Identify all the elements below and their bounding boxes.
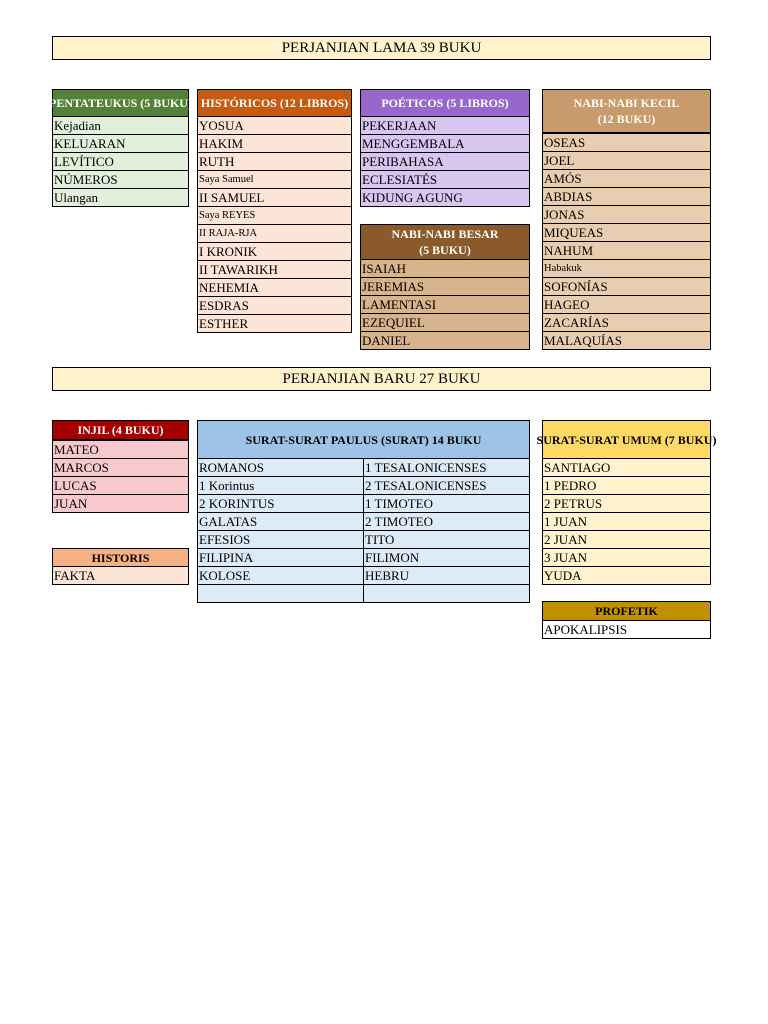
nabi-besar-subtitle: (5 BUKU) xyxy=(419,243,471,257)
list-item: GALATAS xyxy=(198,512,363,530)
list-item: YOSUA xyxy=(198,116,351,134)
list-item: Habakuk xyxy=(543,259,710,277)
list-item: FAKTA xyxy=(53,566,188,584)
list-item: ZACARÍAS xyxy=(543,313,710,331)
nt-banner xyxy=(52,367,711,391)
list-item: FILIPINA xyxy=(198,548,363,566)
nabi-besar-list xyxy=(360,259,530,350)
pentateukus-header xyxy=(49,89,192,117)
list-item: ABDIAS xyxy=(543,187,710,205)
nabi-kecil-header xyxy=(542,89,711,133)
list-item: 1 TIMOTEO xyxy=(364,494,529,512)
list-item: ROMANOS xyxy=(198,458,363,476)
list-item: LEVÍTICO xyxy=(53,152,188,170)
list-item: FILIMON xyxy=(364,548,529,566)
list-item: 2 TESALONICENSES xyxy=(364,476,529,494)
paulus-title: SURAT-SURAT PAULUS (SURAT) 14 BUKU xyxy=(245,432,482,447)
list-item: HAKIM xyxy=(198,134,351,152)
injil-list xyxy=(52,440,189,513)
ot-banner xyxy=(52,36,711,60)
nt-title: PERJANJIAN BARU 27 BUKU xyxy=(282,371,481,387)
poeticos-header xyxy=(360,89,530,117)
list-item: Ulangan xyxy=(53,188,188,206)
list-item: ESTHER xyxy=(198,314,351,332)
umum-title: SURAT-SURAT UMUM (7 BUKU) xyxy=(536,432,717,447)
list-item: ISAIAH xyxy=(361,259,529,277)
list-item: 1 Korintus xyxy=(198,476,363,494)
list-item: JEREMIAS xyxy=(361,277,529,295)
list-item: MIQUEAS xyxy=(543,223,710,241)
list-item: MALAQUÍAS xyxy=(543,331,710,349)
list-item: LAMENTASI xyxy=(361,295,529,313)
historicos-title: HISTÓRICOS (12 LIBROS) xyxy=(200,96,349,110)
list-item: KIDUNG AGUNG xyxy=(361,188,529,206)
list-item: SOFONÍAS xyxy=(543,277,710,295)
list-item: PEKERJAAN xyxy=(361,116,529,134)
list-item: NEHEMIA xyxy=(198,278,351,296)
injil-header xyxy=(52,420,189,440)
list-item: MATEO xyxy=(53,440,188,458)
list-item: NAHUM xyxy=(543,241,710,259)
list-item: JONAS xyxy=(543,205,710,223)
poeticos-list xyxy=(360,116,530,207)
list-item: NÚMEROS xyxy=(53,170,188,188)
nabi-kecil-title: NABI-NABI KECIL xyxy=(573,96,680,110)
list-item: JUAN xyxy=(53,494,188,512)
pentateukus-list xyxy=(52,116,189,207)
paulus-column-2 xyxy=(363,458,529,602)
list-item: Saya Samuel xyxy=(198,170,351,188)
paulus-column-1 xyxy=(198,458,363,602)
list-item: PERIBAHASA xyxy=(361,152,529,170)
list-item: EFESIOS xyxy=(198,530,363,548)
list-item: APOKALIPSIS xyxy=(543,620,710,638)
list-item: 2 TIMOTEO xyxy=(364,512,529,530)
list-item: LUCAS xyxy=(53,476,188,494)
list-item: Saya REYES xyxy=(198,206,351,224)
historicos-header xyxy=(197,89,352,117)
paulus-list xyxy=(197,458,530,603)
list-item: MENGGEMBALA xyxy=(361,134,529,152)
list-item: YUDA xyxy=(543,566,710,584)
list-item: HEBRU xyxy=(364,566,529,584)
list-item: Kejadian xyxy=(53,116,188,134)
nabi-kecil-list xyxy=(542,133,711,350)
list-item: ECLESIATÉS xyxy=(361,170,529,188)
list-item: 2 PETRUS xyxy=(543,494,710,512)
list-item: HAGEO xyxy=(543,295,710,313)
profetik-title: PROFETIK xyxy=(595,604,658,618)
list-item: MARCOS xyxy=(53,458,188,476)
injil-title: INJIL (4 BUKU) xyxy=(77,423,164,437)
list-item: EZEQUIEL xyxy=(361,313,529,331)
list-item: SANTIAGO xyxy=(543,458,710,476)
list-item: 1 JUAN xyxy=(543,512,710,530)
list-item xyxy=(198,584,363,602)
list-item: JOEL xyxy=(543,151,710,169)
list-item: 1 TESALONICENSES xyxy=(364,458,529,476)
ot-title: PERJANJIAN LAMA 39 BUKU xyxy=(281,40,482,56)
list-item: ESDRAS xyxy=(198,296,351,314)
historicos-list xyxy=(197,116,352,333)
list-item xyxy=(364,584,529,602)
historis-list xyxy=(52,566,189,585)
list-item: KELUARAN xyxy=(53,134,188,152)
poeticos-title: POÉTICOS (5 LIBROS) xyxy=(381,96,509,110)
list-item: KOLOSE xyxy=(198,566,363,584)
nabi-besar-header xyxy=(360,224,530,260)
list-item: DANIEL xyxy=(361,331,529,349)
list-item: II TAWARIKH xyxy=(198,260,351,278)
historis-header xyxy=(52,548,189,567)
profetik-list xyxy=(542,620,711,639)
list-item: RUTH xyxy=(198,152,351,170)
umum-list xyxy=(542,458,711,585)
umum-header xyxy=(536,420,717,459)
list-item: II SAMUEL xyxy=(198,188,351,206)
list-item: 1 PEDRO xyxy=(543,476,710,494)
paulus-header xyxy=(197,420,530,459)
historis-title: HISTORIS xyxy=(91,550,150,565)
list-item: II RAJA-RJA xyxy=(198,224,351,242)
list-item: AMÓS xyxy=(543,169,710,187)
profetik-header xyxy=(542,601,711,621)
nabi-besar-title: NABI-NABI BESAR xyxy=(391,227,499,241)
list-item: OSEAS xyxy=(543,133,710,151)
list-item: 2 KORINTUS xyxy=(198,494,363,512)
list-item: 2 JUAN xyxy=(543,530,710,548)
list-item: 3 JUAN xyxy=(543,548,710,566)
nabi-kecil-subtitle: (12 BUKU) xyxy=(597,112,656,126)
list-item: I KRONIK xyxy=(198,242,351,260)
list-item: TITO xyxy=(364,530,529,548)
pentateukus-title: PENTATEUKUS (5 BUKU) xyxy=(49,96,192,110)
